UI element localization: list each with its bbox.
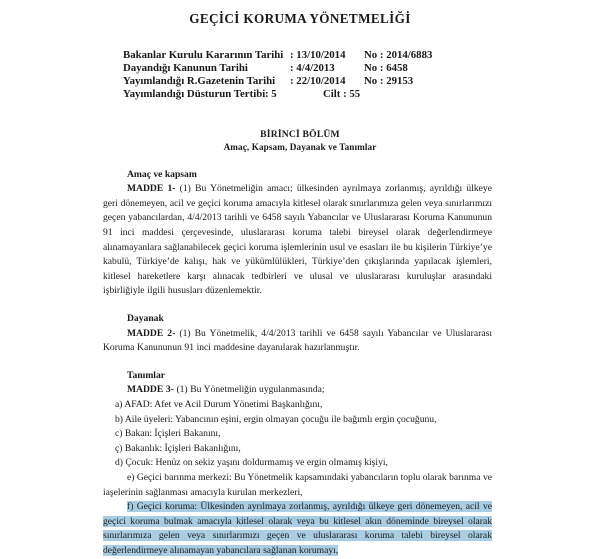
- article-heading-tanimlar: Tanımlar: [127, 369, 166, 381]
- metadata-row: [123, 88, 600, 101]
- definition-item: c) Bakan: İçişleri Bakanını,: [115, 428, 221, 440]
- metadata-number: No : 2014/6883: [364, 48, 433, 61]
- definition-item: ç) Bakanlık: İçişleri Bakanlığını,: [115, 442, 241, 454]
- definition-item: e) Geçici barınma merkezi: Bu Yönetmelik kapsamındaki yabancıların toplu olarak barınma ve iaşelerinin sağlanması amacıyla kurulan merkezleri,: [103, 471, 492, 498]
- article-heading-amac: Amaç ve kapsam: [127, 168, 197, 180]
- article-paragraph-2: [103, 327, 492, 356]
- metadata-label: Yayımlandığı Düsturun Tertibi: [123, 88, 266, 101]
- article-text: (1) Bu Yönetmeliğin uygulanmasında;: [173, 384, 325, 396]
- metadata-value: : 4/4/2013: [290, 62, 335, 75]
- article-heading-dayanak: Dayanak: [127, 313, 164, 324]
- metadata-row: [123, 62, 600, 75]
- metadata-label: Dayandığı Kanunun Tarihi: [123, 62, 248, 75]
- metadata-label: Bakanlar Kurulu Kararının Tarihi: [123, 48, 284, 61]
- metadata-number: No : 6458: [364, 62, 408, 75]
- article-text: (1) Bu Yönetmelik, 4/4/2013 tarihli ve 6458 sayılı Yabancılar ve Uluslararası Koruma Kanununun 91 inci maddesine dayanılarak hazırlanmıştır.: [103, 327, 492, 354]
- metadata-label: Yayımlandığı R.Gazetenin Tarihi: [123, 75, 276, 88]
- definition-item-highlighted: [103, 500, 492, 558]
- metadata-number: No : 29153: [364, 75, 414, 88]
- metadata-row: [123, 75, 600, 88]
- article-label: MADDE 2-: [127, 327, 176, 339]
- metadata-number: Cilt : 55: [323, 88, 361, 101]
- article-paragraph-1: [103, 182, 492, 299]
- article-label: MADDE 1-: [127, 183, 176, 195]
- highlighted-text: f) Geçici koruma: Ülkesinden ayrılmaya zorlanmış, ayrıldığı ülkeye geri dönemeyen, acil ve geçici koruma bulmak amacıyla kitlesel olarak veya bu kitlesel akın döneminde bireysel olarak sınırlarımıza gelen veya sınırlarımızı geçen ve uluslararası koruma talebi bireysel olarak değerlendirmeye alınamayan yabancılara sağlanan korumayı,: [103, 501, 492, 556]
- article-label: MADDE 3-: [127, 384, 174, 396]
- definition-item: d) Çocuk: Henüz on sekiz yaşını doldurmamış ve ergin olmamış kişiyi,: [115, 457, 388, 469]
- definition-item: a) AFAD: Afet ve Acil Durum Yönetimi Başkanlığını,: [115, 398, 323, 410]
- metadata-value: : 5: [265, 88, 277, 101]
- definition-item: b) Aile üyeleri: Yabancının eşini, ergin olmayan çocuğu ile bağımlı ergin çocuğunu,: [115, 413, 437, 425]
- metadata-value: : 22/10/2014: [290, 75, 346, 88]
- section-heading: BİRİNCİ BÖLÜM: [260, 128, 340, 140]
- document-metadata: [0, 49, 600, 102]
- article-paragraph-3: [103, 383, 492, 398]
- article-text: (1) Bu Yönetmeliğin amacı; ülkesinden ayrılmaya zorlanmış, ayrıldığı ülkeye geri dönemeyen, acil ve geçici koruma amacıyla kitlesel olarak sınırlarımıza gelen veya sınırlarımızı geçen yabancılardan, 4/4/2013 tarihli ve 6458 sayılı Yabancılar ve Uluslararası Koruma Kanununun 91 inci maddesi çerçevesinde, uluslararası koruma talebi bireysel olarak değerlendirmeye alınamayanlara sağlanabilecek geçici koruma işlemlerinin usul ve esasları ile bu kişilerin Türkiye’ye kabulü, Türkiye’de kalışı, hak ve yükümlülükleri, Türkiye’den çıkışlarında yapılacak işlemleri, kitlesel hareketlere karşı alınacak tedbirleri ve ulusal ve uluslararası kuruluşlar arasındaki işbirliğiyle ilgili hususları düzenlemektir.: [103, 183, 492, 297]
- section-subheading: Amaç, Kapsam, Dayanak ve Tanımlar: [223, 141, 377, 152]
- page-title: GEÇİCİ KORUMA YÖNETMELİĞİ: [189, 11, 411, 26]
- document-body: [0, 168, 600, 559]
- metadata-value: : 13/10/2014: [290, 48, 346, 61]
- metadata-row: [123, 49, 600, 62]
